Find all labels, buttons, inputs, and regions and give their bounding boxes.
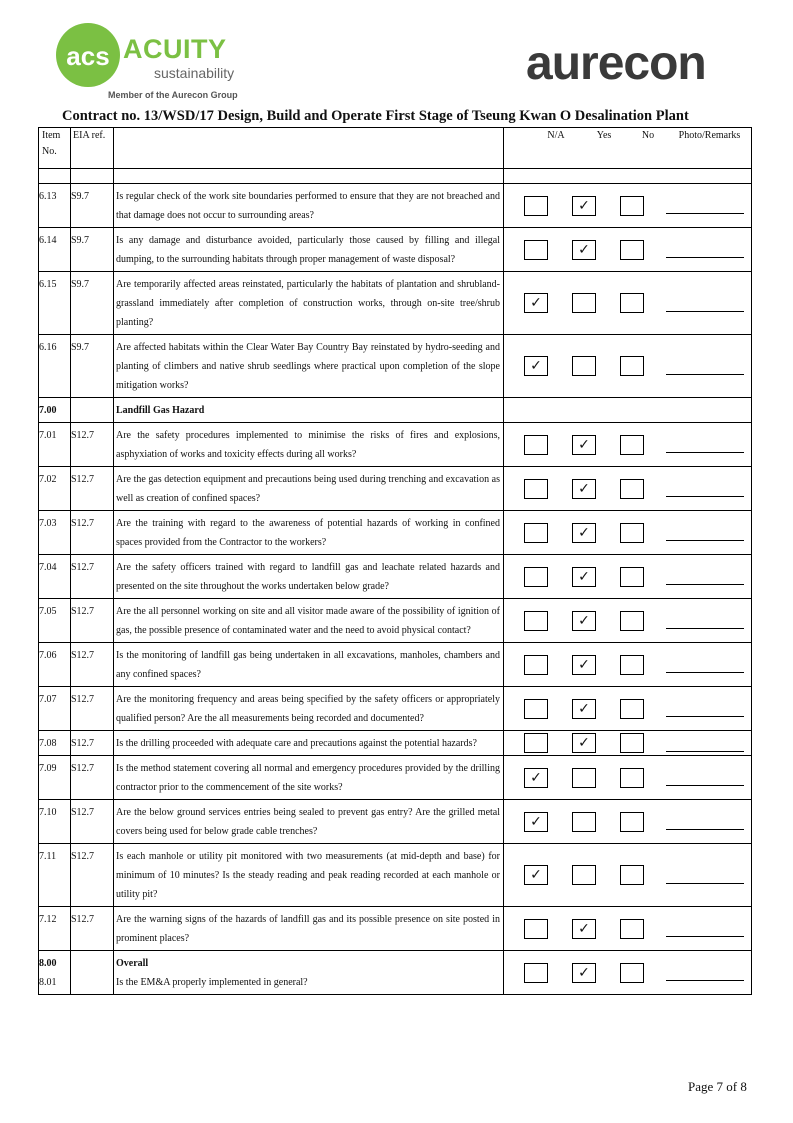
yes-checkbox[interactable]: ✓ [572,196,596,216]
item-description: Are the gas detection equipment and precautions being used during trenching and excavation as well as creation of confined spaces? [114,467,504,511]
yes-checkbox[interactable]: ✓ [572,523,596,543]
item-number: 7.08 [39,731,71,756]
response-cell [504,731,752,756]
section-number: 7.00 [39,405,57,416]
eia-ref: S12.7 [71,643,114,687]
eia-ref: S12.7 [71,599,114,643]
item-description: Are temporarily affected areas reinstated, particularly the habitats of plantation and shrubland-grassland immediately after completion of construction works, through on-site tree/shrub planting? [114,272,504,335]
item-description: Are the safety procedures implemented to minimise the risks of fires and explosions, asphyxiation of works and toxicity effects during all works? [114,423,504,467]
eia-ref: S12.7 [71,467,114,511]
remarks-line[interactable] [666,751,744,752]
na-checkbox[interactable]: ✓ [524,768,548,788]
item-description [114,951,504,995]
no-checkbox[interactable] [620,240,644,260]
item-number: 6.14 [39,228,71,272]
remarks-line[interactable] [666,374,744,375]
table-row [39,951,752,995]
yes-checkbox[interactable]: ✓ [572,919,596,939]
response-cell [504,184,752,228]
item-description: Are affected habitats within the Clear Water Bay Country Bay reinstated by hydro-seeding and planting of climbers and native shrub seedlings where practical upon completion of the slope mitigation works? [114,335,504,398]
item-description: Are the below ground services entries being sealed to prevent gas entry? Are the grilled metal covers being used for below grade cable trenches? [114,800,504,844]
na-checkbox[interactable] [524,523,548,543]
item-description: Is any damage and disturbance avoided, particularly those caused by filling and illegal dumping, to the surrounding habitats through proper management of waste disposal? [114,228,504,272]
table-row [39,800,752,844]
eia-ref: S12.7 [71,731,114,756]
response-cell [504,951,752,995]
item-description: Is regular check of the work site boundaries performed to ensure that they are not breached and that damage does not occur to surrounding areas? [114,184,504,228]
item-number: 7.11 [39,844,71,907]
table-row [39,423,752,467]
acuity-name: ACUITY [123,34,227,64]
item-number: 6.13 [39,184,71,228]
table-row [39,228,752,272]
response-cell [504,599,752,643]
yes-checkbox[interactable]: ✓ [572,611,596,631]
svg-text:acs: acs [66,41,110,71]
remarks-line[interactable] [666,584,744,585]
table-row [39,687,752,731]
response-cell [504,511,752,555]
response-cell [504,423,752,467]
item-description: Are the training with regard to the awareness of potential hazards of working in confined spaces provided from the Contractor to the workers? [114,511,504,555]
yes-checkbox[interactable] [572,356,596,376]
col-desc-header [114,128,504,169]
no-checkbox[interactable] [620,655,644,675]
response-cell [504,844,752,907]
blank-row [39,169,752,184]
eia-ref: S12.7 [71,687,114,731]
na-checkbox[interactable] [524,567,548,587]
item-description [114,398,504,423]
table-row [39,184,752,228]
section-title: Landfill Gas Hazard [116,405,205,416]
yes-checkbox[interactable]: ✓ [572,655,596,675]
item-description: Is the method statement covering all normal and emergency procedures provided by the drilling contractor prior to the commencement of the site works? [114,756,504,800]
no-checkbox[interactable] [620,919,644,939]
table-row [39,844,752,907]
col-no-header: No [641,130,655,141]
item-number: 7.03 [39,511,71,555]
member-text: Member of the Aurecon Group [108,90,238,100]
na-checkbox[interactable] [524,240,548,260]
yes-checkbox[interactable] [572,293,596,313]
item-number: 7.10 [39,800,71,844]
na-checkbox[interactable] [524,611,548,631]
item-description: Are the all personnel working on site and all visitor made aware of the possibility of ignition of gas, the possible presence of contaminated water and the need to avoid physical contact? [114,599,504,643]
yes-checkbox[interactable] [572,812,596,832]
response-cell [504,687,752,731]
no-checkbox[interactable] [620,963,644,983]
eia-ref [71,951,114,995]
remarks-line[interactable] [666,936,744,937]
remarks-line[interactable] [666,257,744,258]
eia-ref: S12.7 [71,423,114,467]
table-row [39,643,752,687]
no-checkbox[interactable] [620,812,644,832]
eia-ref: S9.7 [71,335,114,398]
remarks-line[interactable] [666,213,744,214]
item-description: Are the safety officers trained with regard to landfill gas and leachate related hazards and presented on the site throughout the works undertaken below grade? [114,555,504,599]
aurecon-logo: aurecon [526,37,706,90]
no-checkbox[interactable] [620,479,644,499]
item-number: 7.07 [39,687,71,731]
yes-checkbox[interactable] [572,865,596,885]
eia-ref: S12.7 [71,756,114,800]
yes-checkbox[interactable]: ✓ [572,733,596,753]
item-number [39,398,71,423]
table-header-row [39,128,752,169]
yes-checkbox[interactable] [572,768,596,788]
col-eia-header: EIA ref. [71,128,114,169]
no-checkbox[interactable] [620,293,644,313]
item-number: 7.09 [39,756,71,800]
item-number-text: 8.01 [39,977,57,988]
na-checkbox[interactable] [524,479,548,499]
na-checkbox[interactable] [524,196,548,216]
col-resp-header [504,128,752,169]
eia-ref: S12.7 [71,907,114,951]
acuity-logo [55,22,255,102]
na-checkbox[interactable] [524,435,548,455]
response-cell [504,643,752,687]
page-number: Page 7 of 8 [688,1079,747,1094]
eia-ref: S9.7 [71,228,114,272]
remarks-line[interactable] [666,829,744,830]
item-number [39,951,71,995]
no-checkbox[interactable] [620,196,644,216]
col-item-header: Item No. [39,128,71,169]
remarks-line[interactable] [666,980,744,981]
remarks-line[interactable] [666,540,744,541]
remarks-line[interactable] [666,785,744,786]
item-number: 7.02 [39,467,71,511]
page-header [0,0,793,124]
yes-checkbox[interactable]: ✓ [572,479,596,499]
response-cell [504,335,752,398]
no-checkbox[interactable] [620,699,644,719]
eia-ref: S9.7 [71,184,114,228]
remarks-line[interactable] [666,716,744,717]
na-checkbox[interactable] [524,963,548,983]
item-description: Are the warning signs of the hazards of landfill gas and its possible presence on site posted in prominent places? [114,907,504,951]
no-checkbox[interactable] [620,865,644,885]
response-cell [504,228,752,272]
remarks-line[interactable] [666,311,744,312]
remarks-line[interactable] [666,496,744,497]
response-cell [504,907,752,951]
response-cell [504,272,752,335]
eia-ref: S12.7 [71,555,114,599]
eia-ref: S12.7 [71,844,114,907]
remarks-line[interactable] [666,628,744,629]
item-number: 7.04 [39,555,71,599]
table-row [39,335,752,398]
checklist-table [38,127,752,995]
table-row [39,511,752,555]
section-title: Overall [116,958,149,969]
na-checkbox[interactable]: ✓ [524,293,548,313]
col-na-header: N/A [547,130,565,141]
no-checkbox[interactable] [620,523,644,543]
item-description: Is each manhole or utility pit monitored with two measurements (at mid-depth and base) for minimum of 10 minutes? Is the steady reading and peak reading recorded at each manhole or utility pit? [114,844,504,907]
table-row [39,398,752,423]
no-checkbox[interactable] [620,733,644,753]
na-checkbox[interactable] [524,919,548,939]
table-row [39,731,752,756]
section-number: 8.00 [39,958,57,969]
acuity-sub: sustainability [154,65,235,81]
eia-ref [71,398,114,423]
yes-checkbox[interactable]: ✓ [572,567,596,587]
yes-checkbox[interactable]: ✓ [572,240,596,260]
yes-checkbox[interactable]: ✓ [572,699,596,719]
col-yes-header: Yes [596,130,612,141]
table-row [39,599,752,643]
item-description: Is the drilling proceeded with adequate care and precautions against the potential hazards? [114,731,504,756]
item-number: 6.15 [39,272,71,335]
na-checkbox[interactable]: ✓ [524,865,548,885]
no-checkbox[interactable] [620,768,644,788]
table-row [39,756,752,800]
response-cell [504,756,752,800]
table-row [39,467,752,511]
item-description: Is the monitoring of landfill gas being undertaken in all excavations, manholes, chambers and any confined spaces? [114,643,504,687]
remarks-line[interactable] [666,672,744,673]
no-checkbox[interactable] [620,356,644,376]
na-checkbox[interactable]: ✓ [524,812,548,832]
no-checkbox[interactable] [620,611,644,631]
no-checkbox[interactable] [620,567,644,587]
eia-ref: S9.7 [71,272,114,335]
remarks-line[interactable] [666,883,744,884]
yes-checkbox[interactable]: ✓ [572,963,596,983]
table-row [39,272,752,335]
remarks-line[interactable] [666,452,744,453]
contract-title: Contract no. 13/WSD/17 Design, Build and Operate First Stage of Tseung Kwan O Desalination Plant [62,108,689,124]
item-number: 6.16 [39,335,71,398]
na-checkbox[interactable] [524,655,548,675]
yes-checkbox[interactable]: ✓ [572,435,596,455]
item-description: Are the monitoring frequency and areas being specified by the safety officers or appropriately qualified person? Are the all measurements being recorded and documented? [114,687,504,731]
item-number: 7.12 [39,907,71,951]
acuity-mark-icon [55,22,121,88]
item-number: 7.01 [39,423,71,467]
na-checkbox[interactable] [524,733,548,753]
na-checkbox[interactable]: ✓ [524,356,548,376]
table-row [39,907,752,951]
no-checkbox[interactable] [620,435,644,455]
col-photo-header: Photo/Remarks [678,130,741,141]
na-checkbox[interactable] [524,699,548,719]
response-cell [504,800,752,844]
item-description-text: Is the EM&A properly implemented in general? [116,977,308,988]
response-cell [504,555,752,599]
item-number: 7.06 [39,643,71,687]
table-row [39,555,752,599]
response-cell [504,467,752,511]
eia-ref: S12.7 [71,511,114,555]
eia-ref: S12.7 [71,800,114,844]
item-number: 7.05 [39,599,71,643]
